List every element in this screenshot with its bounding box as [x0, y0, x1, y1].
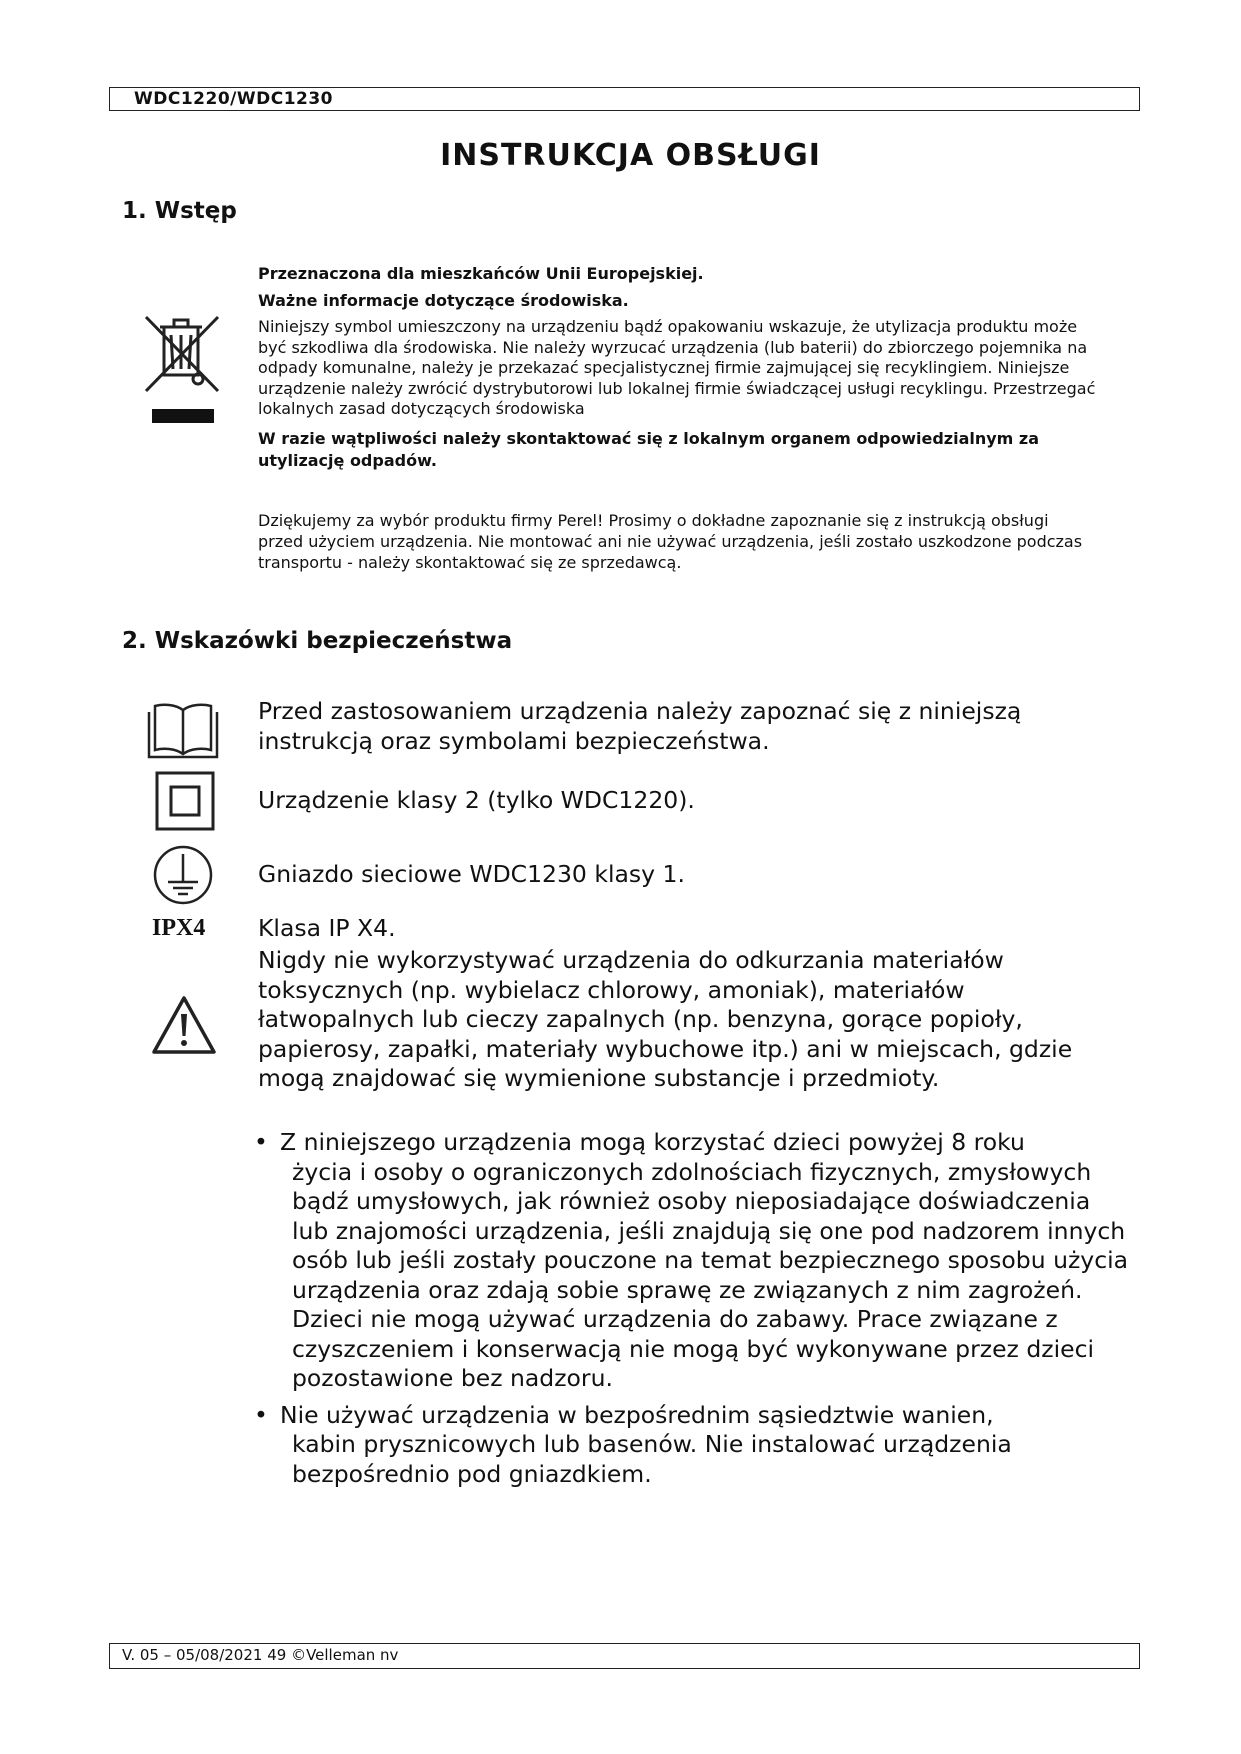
- section-heading-intro: 1. Wstęp: [122, 198, 237, 224]
- class1-text: Gniazdo sieciowe WDC1230 klasy 1.: [258, 860, 685, 888]
- environment-notice: [258, 263, 1098, 472]
- read-manual-icon: [145, 700, 221, 760]
- class2-double-insulation-icon: [155, 771, 215, 831]
- warning-text: Nigdy nie wykorzystywać urządzenia do odkurzania materiałów toksycznych (np. wybielacz chlorowy, amoniak), materiałów łatwopalnych lub cieczy zapalnych (np. benzyna, gorące popioły, papierosy, zapałki, materiały wybuchowe itp.) ani w miejscach, gdzie mogą znajdować się wymienione substancje i przedmioty.: [258, 946, 1073, 1092]
- env-important-info: Ważne informacje dotyczące środowiska.: [258, 291, 629, 310]
- env-eu-residents: Przeznaczona dla mieszkańców Unii Europejskiej.: [258, 264, 704, 283]
- env-warning-text: W razie wątpliwości należy skontaktować się z lokalnym organem odpowiedzialnym za utylizację odpadów.: [258, 428, 1040, 470]
- bullet-rest: kabin prysznicowych lub basenów. Nie instalować urządzenia bezpośrednio pod gniazdkiem.: [292, 1430, 1012, 1488]
- env-body-text: Niniejszy symbol umieszczony na urządzeniu bądź opakowaniu wskazuje, że utylizacja produktu może być szkodliwa dla środowiska. Nie należy wyrzucać urządzenia (lub baterii) do zbiorczego pojemnika na odpady komunalne, należy je przekazać specjalistycznej firmie zajmującej się recyklingiem. Niniejsze urządzenie należy zwrócić dystrybutorowi lub lokalnej firmie świadczącej usługi recyklingu. Przestrzegać lokalnych zasad dotyczących środowiska: [258, 317, 1096, 418]
- bullet-dot: •: [254, 1400, 268, 1429]
- section-heading-safety: 2. Wskazówki bezpieczeństwa: [122, 628, 513, 654]
- bullet-rest: życia i osoby o ograniczonych zdolnościach fizycznych, zmysłowych bądź umysłowych, jak również osoby nieposiadające doświadczenia lub znajomości urządzenia, jeśli znajdują się one pod nadzorem innych osób lub jeśli zostały pouczone na temat bezpiecznego sposobu użycia urządzenia oraz zdają sobie sprawę ze związanych z nim zagrożeń. Dzieci nie mogą używać urządzenia do zabawy. Prace związane z czyszczeniem i konserwacją nie mogą być wykonywane przez dzieci pozostawione bez nadzoru.: [292, 1157, 1129, 1392]
- weee-bin-icon: [142, 313, 222, 427]
- list-item: [254, 1401, 1134, 1490]
- safety-bullet-list: [254, 1128, 1134, 1496]
- bullet-first-line: Z niniejszego urządzenia mogą korzystać dzieci powyżej 8 roku: [280, 1128, 1025, 1156]
- ip-class-text: Klasa IP X4.: [258, 914, 396, 942]
- class2-text: Urządzenie klasy 2 (tylko WDC1220).: [258, 786, 695, 814]
- bullet-dot: •: [254, 1128, 268, 1156]
- warning-triangle-icon: [150, 994, 218, 1056]
- thanks-paragraph: Dziękujemy za wybór produktu firmy Perel! Prosimy o dokładne zapoznanie się z instrukcją obsługi przed użyciem urządzenia. Nie montować ani nie używać urządzenia, jeśli zostało uszkodzone podczas transportu - należy skontaktować się ze sprzedawcą.: [258, 511, 1083, 572]
- read-manual-text: Przed zastosowaniem urządzenia należy zapoznać się z niniejszą instrukcją oraz symbolami bezpieczeństwa.: [258, 697, 1022, 755]
- list-item: [254, 1128, 1134, 1394]
- ground-earth-icon: [152, 844, 214, 906]
- page-title: INSTRUKCJA OBSŁUGI: [440, 138, 821, 173]
- page-footer: V. 05 – 05/08/2021 49 ©Velleman nv: [109, 1643, 1140, 1669]
- bullet-first-line: Nie używać urządzenia w bezpośrednim sąsiedztwie wanien,: [280, 1400, 994, 1429]
- ipx4-label: IPX4: [152, 915, 206, 941]
- page-header: WDC1220/WDC1230: [109, 87, 1140, 111]
